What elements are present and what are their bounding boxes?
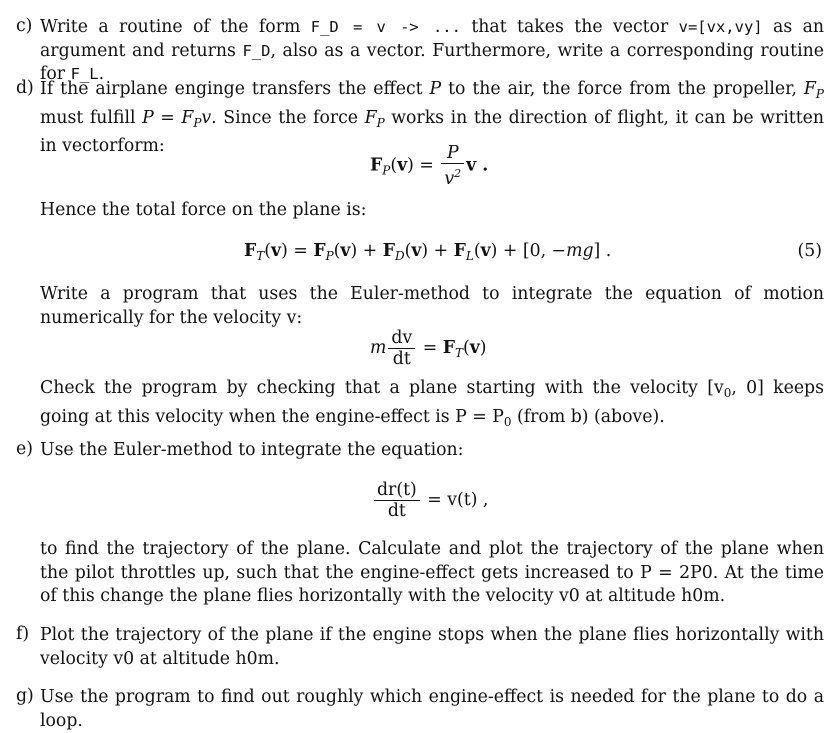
- hence-text: Hence the total force on the plane is:: [40, 200, 367, 220]
- equation-fp: $F_P(v)$ = $\frac{P}{v^2}$ v .: [370, 143, 489, 189]
- problem-f-label: f): [16, 624, 30, 644]
- check-text: Check the program by checking that a plane starting with the velocity [$v_0$, 0] keeps going at this velocity when the engine-effect is $P = P_0$ (from b) (above).: [40, 378, 824, 429]
- eq-fp-rhs: v .: [466, 155, 489, 176]
- eq-traj-numerator: dr(t): [374, 480, 420, 501]
- math-fp: $F_P$: [803, 79, 824, 101]
- problem-c: [16, 16, 824, 87]
- eq-traj-denominator: dt: [387, 501, 406, 521]
- problem-e-text: to find the trajectory of the plane. Calculate and plot the trajectory of the plane when the pilot throttles up, such that the engine-effect gets increased to P = 2P0. At the time of this change the plane flies horizontally with the velocity v0 at altitude h0m.: [40, 539, 824, 606]
- eq-fp-numerator: P: [441, 143, 464, 164]
- equation-motion: m $\frac{dv}{dt}$ = $F_T(v)$: [370, 328, 487, 369]
- eq-motion-fraction: [388, 328, 415, 369]
- problem-e-label: e): [16, 439, 33, 459]
- text-fragment: Write a routine of the form: [40, 17, 311, 37]
- text-fragment: Check the program by checking that a plane starting with the velocity [v: [40, 378, 724, 398]
- code-fd: F_D: [242, 41, 271, 60]
- text-fragment: , also as a vector. Furthermore, write a corresponding routine for: [40, 40, 824, 84]
- problem-e: [16, 439, 824, 463]
- math-fp2: $F_P$: [364, 107, 385, 130]
- eq-fp-fraction: [441, 143, 464, 189]
- code-v-vector: v=[vx,vy]: [678, 18, 763, 36]
- text-fragment: Write a program that uses the Euler-method to integrate the equation of motion numerically for the velocity v:: [40, 284, 824, 328]
- code-fd-lambda: F_D = v -> ...: [310, 18, 461, 36]
- problem-c-label: c): [16, 16, 33, 36]
- problem-e-intro: Use the Euler-method to integrate the equation:: [40, 440, 464, 460]
- text-fragment: that takes the vector: [460, 17, 679, 37]
- text-fragment: must fulfill: [40, 107, 143, 128]
- equation-number: (5): [797, 241, 822, 261]
- eq-motion-denominator: dt: [392, 349, 411, 369]
- text-fragment: to the air, the force from the propeller,: [441, 79, 804, 99]
- eq-traj-fraction: [374, 480, 420, 521]
- text-fragment: . Since the force: [211, 107, 365, 128]
- problem-f: [16, 624, 824, 671]
- text-fragment: (from b) (above).: [511, 406, 665, 427]
- problem-g: [16, 686, 824, 733]
- equation-5: $F_T(v) = F_P(v) + F_D(v) + F_L(v) + [0$, −mg] .: [244, 241, 612, 263]
- text-fragment: as an argument and returns: [40, 17, 825, 61]
- problem-c-text: [40, 16, 824, 87]
- problem-d-label: d): [16, 78, 34, 98]
- code-fl: F_L: [70, 65, 99, 83]
- eq-motion-numerator: dv: [388, 328, 415, 349]
- math-p-eq: $P = F_Pv$: [142, 107, 212, 130]
- problem-g-label: g): [16, 686, 34, 706]
- write-program-text: [40, 283, 824, 330]
- eq-fp-denominator: $v^2$: [444, 167, 462, 189]
- math-p: P: [429, 79, 442, 99]
- text-fragment: works in the direction of flight, it can be written in vectorform:: [40, 107, 824, 156]
- eq-fp-lhs: F: [370, 155, 383, 176]
- problem-f-text: Plot the trajectory of the plane if the engine stops when the plane flies horizontally with velocity v0 at altitude h0m.: [40, 625, 824, 669]
- text-fragment: If the airplane enginge transfers the effect: [40, 79, 430, 99]
- text-fragment: , 0] keeps going at this velocity when the engine-effect is P = P: [40, 378, 824, 427]
- problem-g-text: Use the program to find out roughly which engine-effect is needed for the plane to do a loop.: [40, 687, 824, 731]
- text-fragment: .: [98, 64, 105, 84]
- eq-traj-rhs: = v(t) ,: [427, 490, 489, 510]
- equation-trajectory: [372, 480, 488, 521]
